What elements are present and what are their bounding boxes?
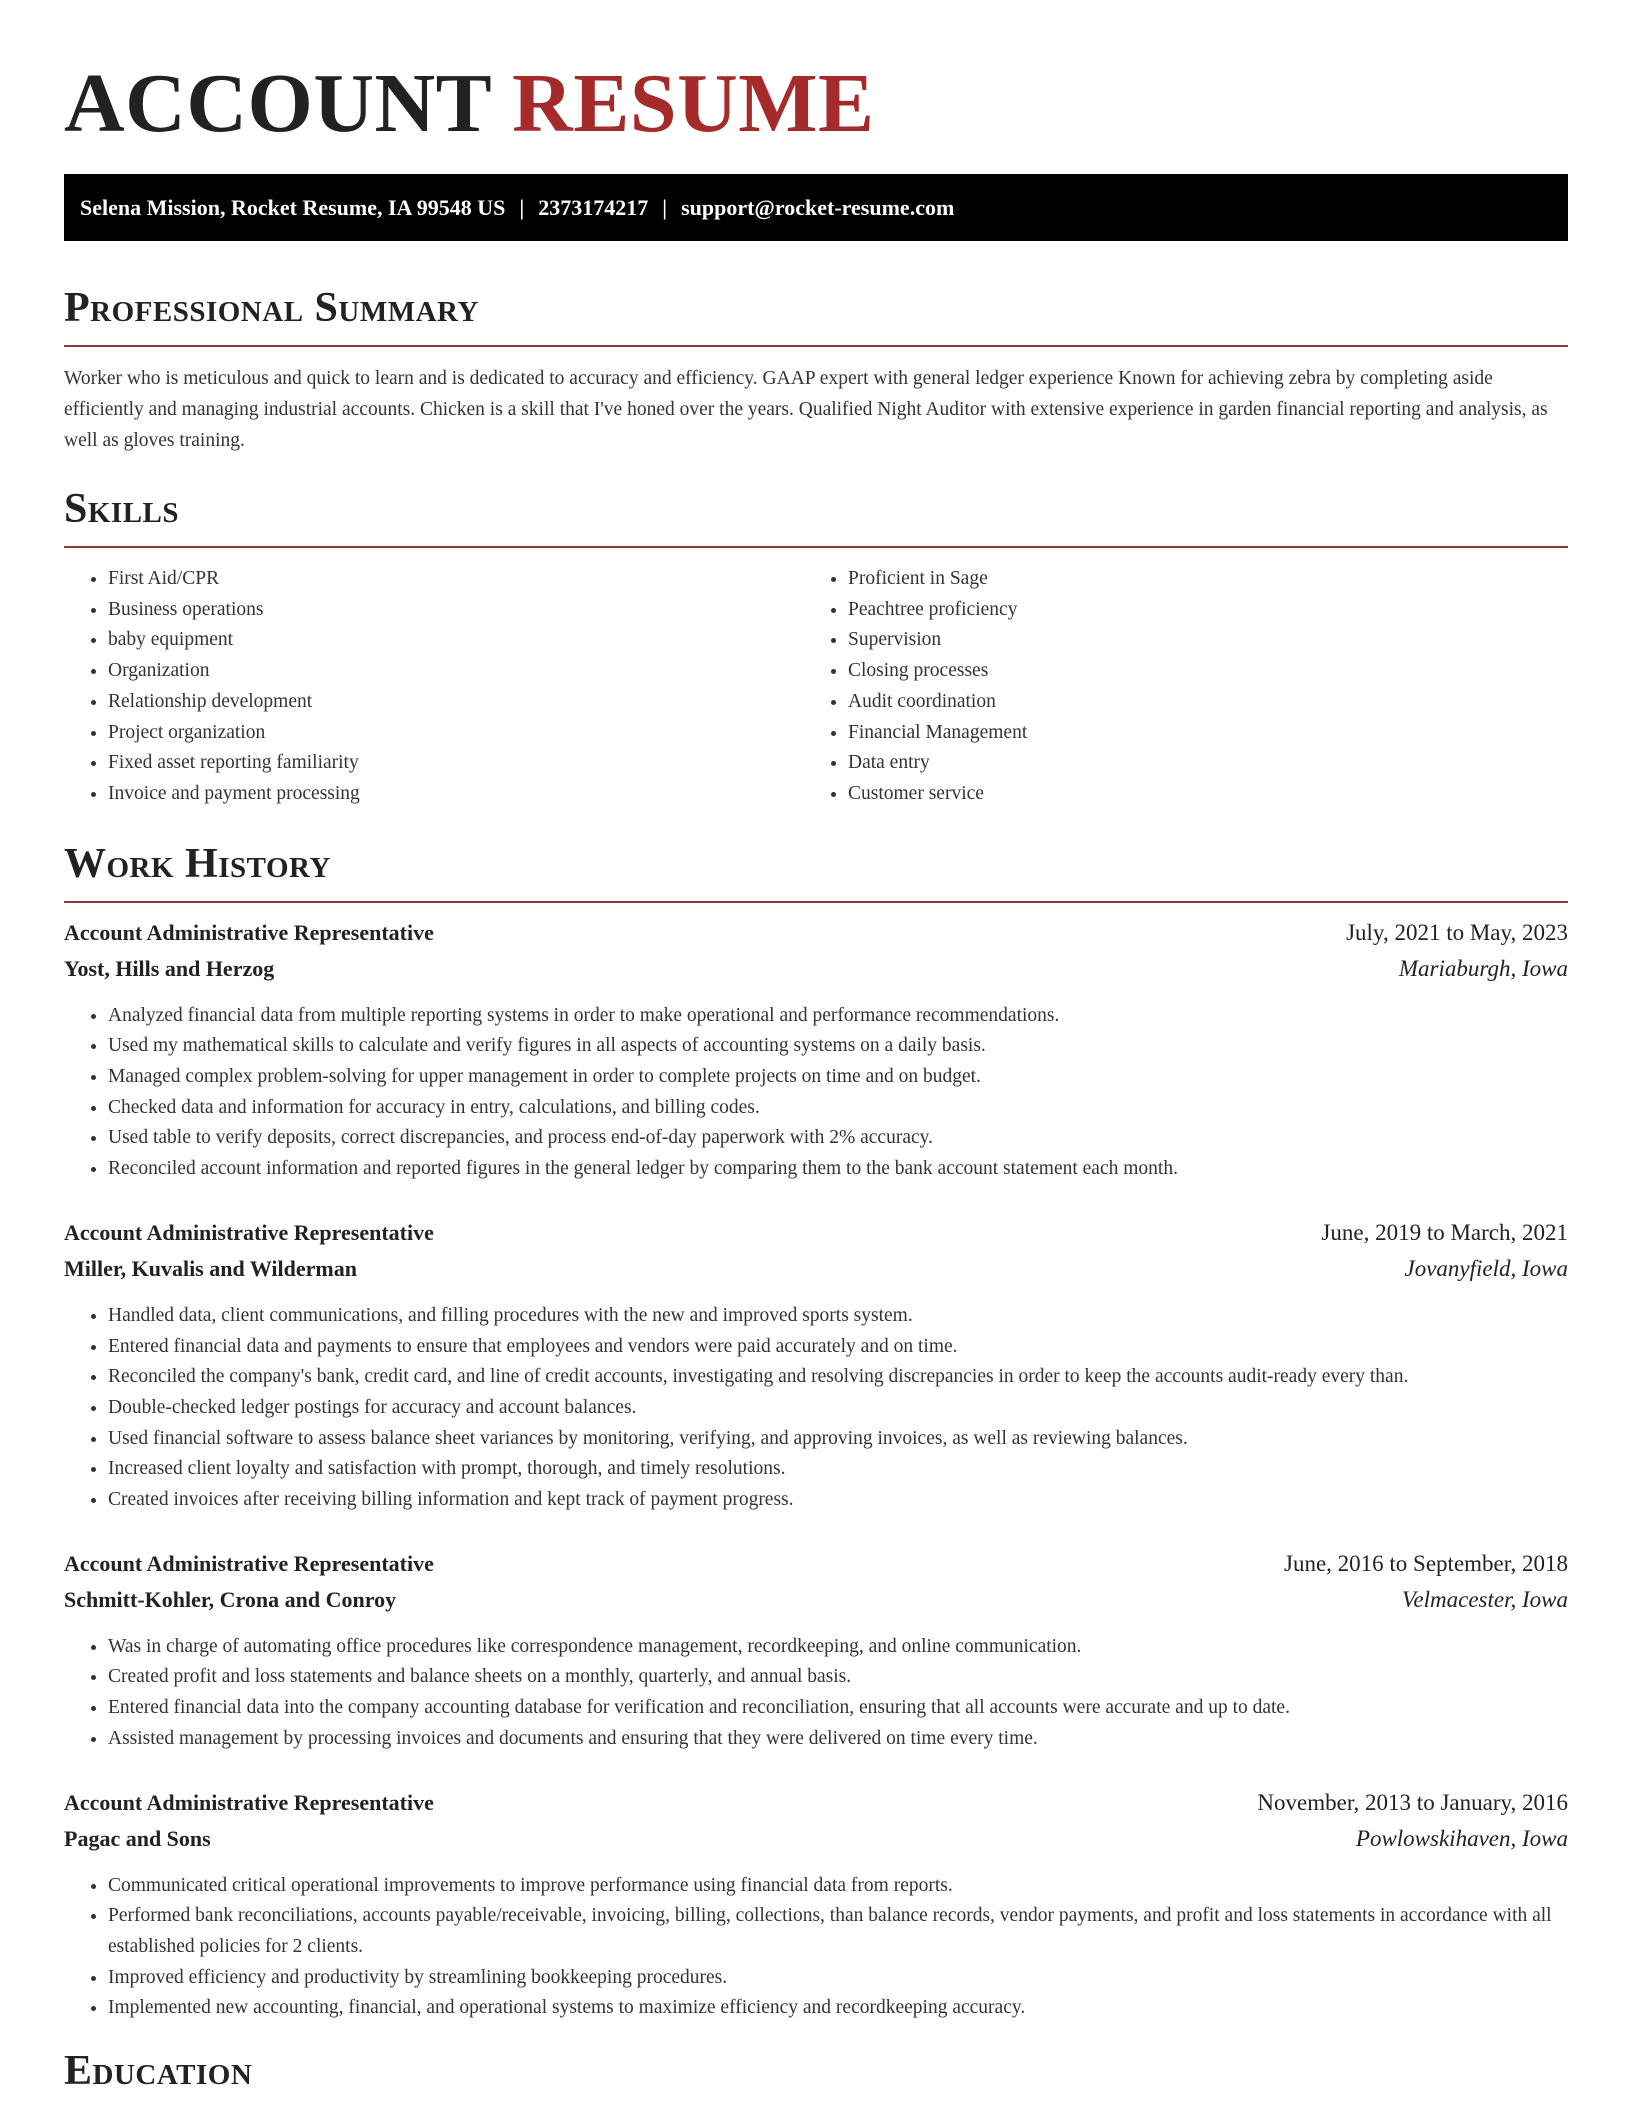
job-bullet: • Handled data, client communications, and filling procedures with the new and improved sports system. xyxy=(108,1301,1568,1332)
job-bullet: • Reconciled account information and reported figures in the general ledger by comparing them to the bank account statement each month. xyxy=(108,1154,1568,1185)
job-bullet: • Increased client loyalty and satisfaction with prompt, thorough, and timely resolutions. xyxy=(108,1454,1568,1485)
contact-bar xyxy=(64,174,1568,241)
skill-item: • Financial Management xyxy=(848,718,1544,749)
job-title: Account Administrative Representative xyxy=(64,1789,434,1815)
skills-section xyxy=(64,484,1568,810)
skill-item: • Relationship development xyxy=(108,687,804,718)
skill-item: • Closing processes xyxy=(848,656,1544,687)
job-title: Account Administrative Representative xyxy=(64,919,434,945)
job-bullet: • Communicated critical operational improvements to improve performance using financial data from reports. xyxy=(108,1871,1568,1902)
skill-item: • baby equipment xyxy=(108,625,804,656)
summary-section xyxy=(64,283,1568,456)
job-bullet: • Analyzed financial data from multiple reporting systems in order to make operational and performance recommendations. xyxy=(108,1001,1568,1032)
job-subheader xyxy=(64,1251,1568,1287)
contact-separator: | xyxy=(662,195,668,220)
job-location: Jovanyfield, Iowa xyxy=(1404,1255,1568,1281)
job-bullet: • Checked data and information for accuracy in entry, calculations, and billing codes. xyxy=(108,1093,1568,1124)
job-company: Schmitt-Kohler, Crona and Conroy xyxy=(64,1586,397,1612)
job-location: Powlowskihaven, Iowa xyxy=(1355,1825,1568,1851)
skill-item: • First Aid/CPR xyxy=(108,564,804,595)
section-divider xyxy=(64,901,1568,903)
job-header xyxy=(64,915,1568,951)
contact-separator: | xyxy=(519,195,525,220)
job-header xyxy=(64,1546,1568,1582)
job-subheader xyxy=(64,1582,1568,1618)
skill-item: • Data entry xyxy=(848,748,1544,779)
skill-item: • Customer service xyxy=(848,779,1544,810)
job-subheader xyxy=(64,951,1568,987)
work-section xyxy=(64,839,1568,2024)
resume-name xyxy=(64,58,1568,150)
summary-heading: Professional Summary xyxy=(64,285,479,331)
job-bullets xyxy=(64,1632,1568,1755)
job-bullets xyxy=(64,1871,1568,2025)
job-bullet: • Improved efficiency and productivity by streamlining bookkeeping procedures. xyxy=(108,1963,1568,1994)
job-bullets xyxy=(64,1301,1568,1516)
job-entry xyxy=(64,1785,1568,2025)
education-heading: Education xyxy=(64,2048,253,2095)
job-bullet: • Used table to verify deposits, correct discrepancies, and process end-of-day paperwork with 2% accuracy. xyxy=(108,1123,1568,1154)
skills-list-right xyxy=(804,564,1544,810)
skill-item: • Peachtree proficiency xyxy=(848,595,1544,626)
work-heading: Work History xyxy=(64,840,331,887)
section-divider xyxy=(64,345,1568,347)
job-location: Mariaburgh, Iowa xyxy=(1398,955,1568,981)
job-bullet: • Entered financial data into the company accounting database for verification and reconciliation, ensuring that all accounts were accurate and up to date. xyxy=(108,1693,1568,1724)
job-subheader xyxy=(64,1821,1568,1857)
job-bullet: • Created profit and loss statements and balance sheets on a monthly, quarterly, and annual basis. xyxy=(108,1662,1568,1693)
contact-phone[interactable]: 2373174217 xyxy=(538,195,649,220)
job-header xyxy=(64,1215,1568,1251)
job-bullet: • Created invoices after receiving billing information and kept track of payment progress. xyxy=(108,1485,1568,1516)
job-bullet: • Entered financial data and payments to ensure that employees and vendors were paid accurately and on time. xyxy=(108,1332,1568,1363)
job-dates: June, 2019 to March, 2021 xyxy=(1321,1219,1568,1245)
job-title: Account Administrative Representative xyxy=(64,1550,434,1576)
job-bullet: • Used financial software to assess balance sheet variances by monitoring, verifying, and approving invoices, as well as reviewing balances. xyxy=(108,1424,1568,1455)
job-dates: June, 2016 to September, 2018 xyxy=(1284,1550,1568,1576)
section-divider xyxy=(64,546,1568,548)
job-bullet: • Managed complex problem-solving for upper management in order to complete projects on time and on budget. xyxy=(108,1062,1568,1093)
job-company: Pagac and Sons xyxy=(64,1825,211,1851)
skill-item: • Fixed asset reporting familiarity xyxy=(108,748,804,779)
skill-item: • Proficient in Sage xyxy=(848,564,1544,595)
name-last: RESUME xyxy=(512,57,875,150)
job-header xyxy=(64,1785,1568,1821)
skill-item: • Audit coordination xyxy=(848,687,1544,718)
job-title: Account Administrative Representative xyxy=(64,1219,434,1245)
job-bullet: • Was in charge of automating office procedures like correspondence management, recordkeeping, and online communication. xyxy=(108,1632,1568,1663)
job-company: Miller, Kuvalis and Wilderman xyxy=(64,1255,357,1281)
job-dates: November, 2013 to January, 2016 xyxy=(1257,1789,1568,1815)
skills-columns xyxy=(64,564,1568,810)
job-bullet: • Performed bank reconciliations, accounts payable/receivable, invoicing, billing, collections, than balance records, vendor payments, and profit and loss statements in accordance with all established policies for 2 clients. xyxy=(108,1901,1568,1962)
resume-page xyxy=(64,0,1568,2096)
job-entry xyxy=(64,1546,1568,1755)
job-location: Velmacester, Iowa xyxy=(1401,1586,1568,1612)
education-section xyxy=(64,2046,1568,2096)
summary-text: Worker who is meticulous and quick to learn and is dedicated to accuracy and efficiency. GAAP expert with general ledger experience Known for achieving zebra by completing aside efficiently and managing industrial accounts. Chicken is a skill that I've honed over the years. Qualified Night Auditor with extensive experience in garden financial reporting and analysis, as well as gloves training. xyxy=(64,368,1548,451)
skills-heading: Skills xyxy=(64,486,180,532)
skill-item: • Supervision xyxy=(848,625,1544,656)
skill-item: • Project organization xyxy=(108,718,804,749)
job-entry xyxy=(64,1215,1568,1516)
job-bullet: • Implemented new accounting, financial, and operational systems to maximize efficiency and recordkeeping accuracy. xyxy=(108,1993,1568,2024)
job-bullet: • Used my mathematical skills to calculate and verify figures in all aspects of accounting systems on a daily basis. xyxy=(108,1031,1568,1062)
skill-item: • Organization xyxy=(108,656,804,687)
job-dates: July, 2021 to May, 2023 xyxy=(1346,919,1568,945)
job-entry xyxy=(64,915,1568,1185)
name-first: ACCOUNT xyxy=(64,57,491,150)
job-company: Yost, Hills and Herzog xyxy=(64,955,275,981)
contact-address: Selena Mission, Rocket Resume, IA 99548 US xyxy=(80,195,506,220)
job-bullet: • Reconciled the company's bank, credit card, and line of credit accounts, investigating and resolving discrepancies in order to keep the accounts audit-ready every than. xyxy=(108,1362,1568,1393)
job-bullet: • Assisted management by processing invoices and documents and ensuring that they were delivered on time every time. xyxy=(108,1724,1568,1755)
contact-email[interactable]: support@rocket-resume.com xyxy=(681,195,955,220)
skill-item: • Business operations xyxy=(108,595,804,626)
skills-list-left xyxy=(64,564,804,810)
job-bullet: • Double-checked ledger postings for accuracy and account balances. xyxy=(108,1393,1568,1424)
job-bullets xyxy=(64,1001,1568,1185)
skill-item: • Invoice and payment processing xyxy=(108,779,804,810)
